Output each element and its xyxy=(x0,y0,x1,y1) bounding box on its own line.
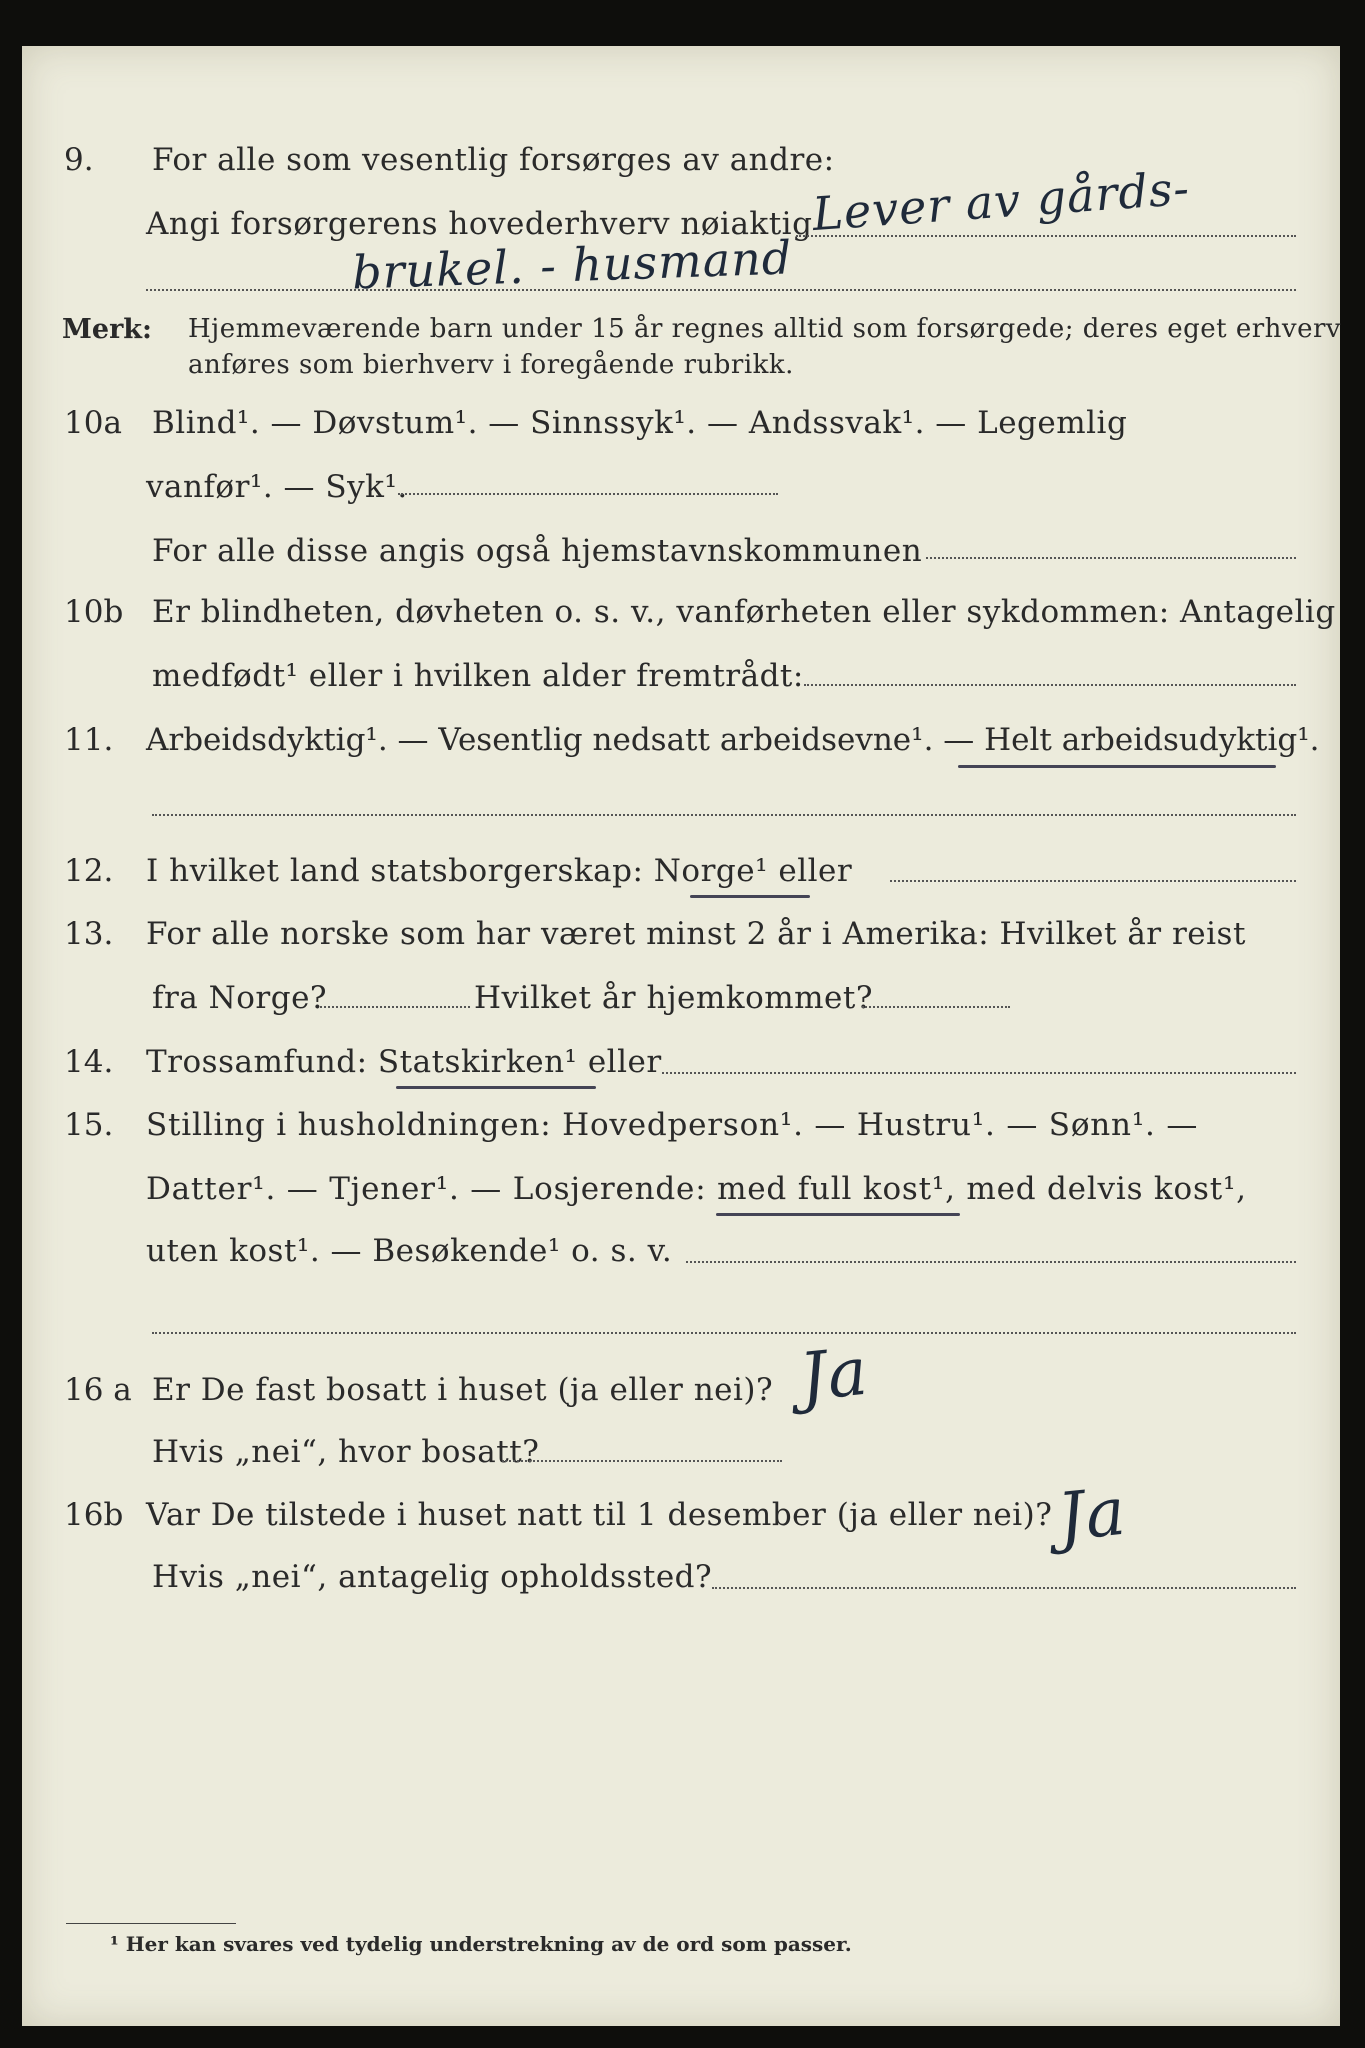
q16a-answer-line xyxy=(502,1460,782,1462)
q16a-handwriting: Ja xyxy=(796,1332,872,1417)
q12-number: 12. xyxy=(64,853,114,889)
q9-number: 9. xyxy=(64,142,94,178)
q14-answer-line xyxy=(662,1072,1296,1074)
q11-number: 11. xyxy=(64,722,114,758)
q10a-line2: vanfør¹. — Syk¹. xyxy=(146,469,408,505)
q13-number: 13. xyxy=(64,916,114,952)
q10b-answer-line xyxy=(804,684,1296,686)
q16b-number: 16b xyxy=(64,1497,124,1533)
q16b-handwriting: Ja xyxy=(1054,1472,1130,1557)
q16b-line1: Var De tilstede i huset natt til 1 desember (ja eller nei)? xyxy=(146,1497,1053,1533)
q11-answer-line xyxy=(152,814,1296,816)
q10a-number: 10a xyxy=(64,405,122,441)
q13-line2: fra Norge? xyxy=(152,980,328,1016)
q10b-number: 10b xyxy=(64,594,124,630)
q16a-line1: Er De fast bosatt i huset (ja eller nei)? xyxy=(152,1372,774,1408)
q12-underline xyxy=(690,895,810,898)
q14-line1: Trossamfund: Statskirken¹ eller xyxy=(146,1044,662,1080)
q16b-answer-line xyxy=(712,1587,1296,1589)
q13-reist-line xyxy=(320,1006,470,1008)
q13-line1: For alle norske som har været minst 2 år i Amerika: Hvilket år reist xyxy=(146,916,1246,952)
q10b-line1: Er blindheten, døvheten o. s. v., vanførheten eller sykdommen: Antagelig xyxy=(152,594,1336,630)
q11-underline xyxy=(958,765,1276,768)
census-form-page xyxy=(22,46,1340,2026)
q15-answer-line xyxy=(686,1261,1296,1263)
q16a-line2: Hvis „nei“, hvor bosatt? xyxy=(152,1434,540,1470)
q9-line2: Angi forsørgerens hovederhverv nøiaktig xyxy=(146,206,813,242)
footnote: ¹ Her kan svares ved tydelig understrekning av de ord som passer. xyxy=(110,1932,852,1956)
q13-line2b: Hvilket år hjemkommet? xyxy=(474,980,873,1016)
q12-line1: I hvilket land statsborgerskap: Norge¹ eller xyxy=(146,853,853,889)
q9-line1: For alle som vesentlig forsørges av andre: xyxy=(152,142,835,178)
q9-answer-line-2 xyxy=(146,289,1296,291)
q12-answer-line xyxy=(890,880,1296,882)
q14-underline xyxy=(396,1086,596,1089)
q14-number: 14. xyxy=(64,1044,114,1080)
q15-answer-line-2 xyxy=(152,1332,1296,1334)
footnote-rule xyxy=(66,1923,236,1924)
q10a-line3: For alle disse angis også hjemstavnskommunen xyxy=(152,533,923,569)
q9-handwriting-2: brukel. - husmand xyxy=(351,230,794,300)
merk-label: Merk: xyxy=(62,314,152,345)
q15-line1: Stilling i husholdningen: Hovedperson¹. — Hustru¹. — Sønn¹. — xyxy=(146,1107,1199,1143)
q15-number: 15. xyxy=(64,1107,114,1143)
q10a-syk-line xyxy=(398,493,778,495)
q10a-kommune-line xyxy=(926,557,1296,559)
q16b-line2: Hvis „nei“, antagelig opholdssted? xyxy=(152,1559,713,1595)
q10b-line2: medfødt¹ eller i hvilken alder fremtrådt: xyxy=(152,658,804,694)
q15-line3: uten kost¹. — Besøkende¹ o. s. v. xyxy=(146,1233,673,1269)
q9-handwriting-1: Lever av gårds- xyxy=(810,160,1192,242)
q15-line2: Datter¹. — Tjener¹. — Losjerende: med full kost¹, med delvis kost¹, xyxy=(146,1171,1247,1207)
merk-line1: Hjemmeværende barn under 15 år regnes alltid som forsørgede; deres eget erhverv xyxy=(188,314,1342,344)
q15-underline xyxy=(716,1213,960,1216)
q11-line1: Arbeidsdyktig¹. — Vesentlig nedsatt arbeidsevne¹. — Helt arbeidsudyktig¹. xyxy=(146,722,1320,758)
q10a-line1: Blind¹. — Døvstum¹. — Sinnssyk¹. — Andssvak¹. — Legemlig xyxy=(152,405,1128,441)
q13-hjem-line xyxy=(862,1006,1010,1008)
q16a-number: 16 a xyxy=(64,1372,132,1408)
merk-line2: anføres som bierhverv i foregående rubrikk. xyxy=(188,350,794,380)
